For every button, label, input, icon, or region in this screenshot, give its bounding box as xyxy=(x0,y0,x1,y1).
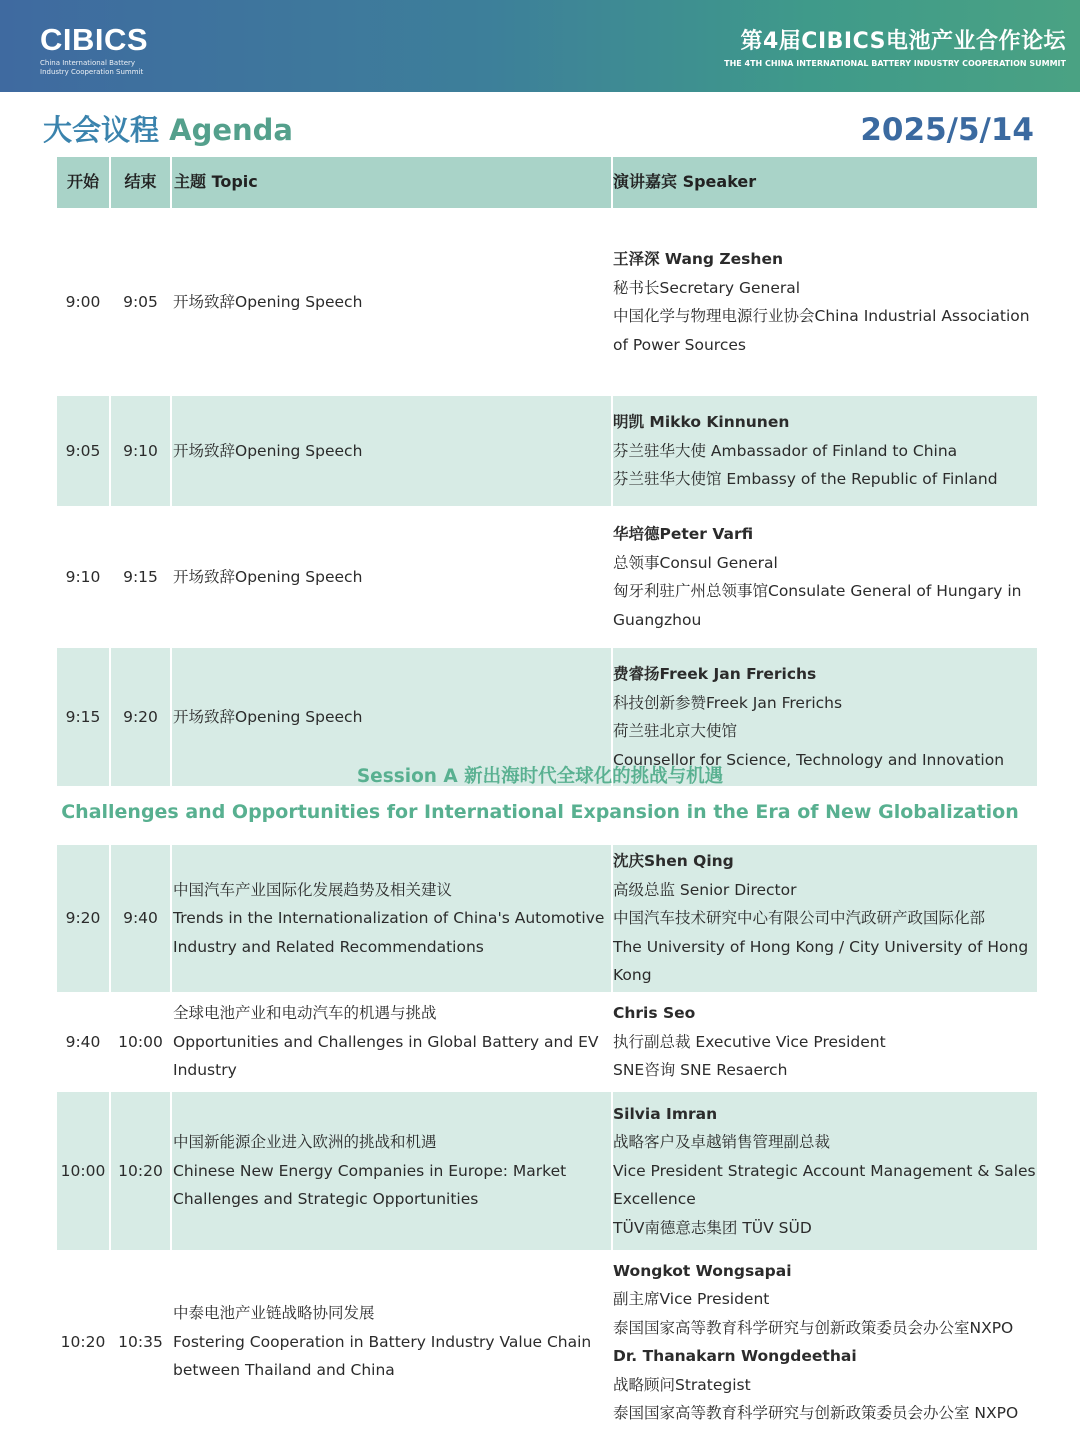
speaker-line: 中国化学与物理电源行业协会China Industrial Association xyxy=(613,307,1030,325)
speaker-line: 高级总监 Senior Director xyxy=(613,880,797,899)
table-row xyxy=(57,395,1037,507)
speaker-line: 秘书长Secretary General xyxy=(613,278,801,297)
speaker-line: Vice President Strategic Account Management & Sales xyxy=(613,1161,1036,1180)
column-header-end: 结束 xyxy=(110,157,171,209)
speaker-cell xyxy=(612,993,1037,1091)
speaker-cell xyxy=(612,395,1037,507)
session-title-line1: Session A 新出海时代全球化的挑战与机遇 xyxy=(356,766,724,787)
session-title-line2: Challenges and Opportunities for International Expansion in the Era of New Globalization xyxy=(61,801,1019,823)
end-time: 9:20 xyxy=(110,647,171,787)
topic-line: Trends in the Internationalization of China's Automotive xyxy=(173,909,605,928)
speaker-cell xyxy=(612,845,1037,993)
start-time: 9:20 xyxy=(57,845,110,993)
speaker-cell xyxy=(612,1251,1037,1433)
topic-line: 开场致辞Opening Speech xyxy=(173,707,363,726)
page-title-en: Agenda xyxy=(169,113,293,147)
speaker-line: 泰国国家高等教育科学研究与创新政策委员会办公室 NXPO xyxy=(613,1404,1019,1422)
column-header-start: 开始 xyxy=(57,157,110,209)
speaker-cell xyxy=(612,1091,1037,1251)
logo-subtitle: China International Battery Industry Cooperation Summit xyxy=(40,59,144,76)
page-title-cn: 大会议程 xyxy=(43,113,160,147)
speaker-name: 王泽深 Wang Zeshen xyxy=(613,250,783,268)
topic-line: Fostering Cooperation in Battery Industry Value Chain xyxy=(173,1332,592,1351)
cibics-logo xyxy=(40,24,160,77)
speaker-line: 执行副总裁 Executive Vice President xyxy=(613,1032,886,1051)
table-row xyxy=(57,993,1037,1091)
start-time: 9:15 xyxy=(57,647,110,787)
speaker-name: Chris Seo xyxy=(613,1004,696,1023)
end-time: 9:40 xyxy=(110,845,171,993)
table-row xyxy=(57,845,1037,993)
logo-text: CIBICS xyxy=(40,22,149,57)
end-time: 10:00 xyxy=(110,993,171,1091)
speaker-line: 副主席Vice President xyxy=(613,1290,770,1308)
topic-cell xyxy=(171,1251,612,1433)
topic-cell xyxy=(171,209,612,395)
start-time: 9:05 xyxy=(57,395,110,507)
speaker-name: 明凯 Mikko Kinnunen xyxy=(613,413,790,432)
topic-line: Chinese New Energy Companies in Europe: Market xyxy=(173,1161,567,1180)
topic-line: Industry and Related Recommendations xyxy=(173,937,484,956)
table-row xyxy=(57,1091,1037,1251)
topic-line: Industry xyxy=(173,1061,237,1080)
topic-line: 开场致辞Opening Speech xyxy=(173,567,363,586)
column-header-speaker: 演讲嘉宾 Speaker xyxy=(612,157,1037,209)
summit-title: 第4届CIBICS电池产业合作论坛 xyxy=(740,29,1066,54)
topic-cell xyxy=(171,395,612,507)
speaker-line: 科技创新参赞Freek Jan Frerichs xyxy=(613,693,843,712)
speaker-name: Silvia Imran xyxy=(613,1104,718,1123)
topic-line: 开场致辞Opening Speech xyxy=(173,292,363,311)
topic-line: 中泰电池产业链战略协同发展 xyxy=(173,1304,375,1323)
speaker-line: Guangzhou xyxy=(613,610,702,629)
summit-title-block xyxy=(724,28,1066,69)
topic-cell xyxy=(171,1091,612,1251)
table-row xyxy=(57,1251,1037,1433)
table-header-row xyxy=(57,157,1037,209)
start-time: 10:20 xyxy=(57,1251,110,1433)
table-row xyxy=(57,507,1037,647)
speaker-line: 泰国国家高等教育科学研究与创新政策委员会办公室NXPO xyxy=(613,1318,1014,1337)
speaker-name: 华培德Peter Varfi xyxy=(613,525,754,543)
topic-line: Opportunities and Challenges in Global Battery and EV xyxy=(173,1032,599,1051)
speaker-line: 总领事Consul General xyxy=(613,553,778,572)
speaker-cell xyxy=(612,209,1037,395)
end-time: 9:10 xyxy=(110,395,171,507)
page-title xyxy=(43,110,293,150)
speaker-line: 中国汽车技术研究中心有限公司中汽政研产政国际化部 xyxy=(613,909,986,928)
speaker-line: The University of Hong Kong / City University of Hong xyxy=(613,937,1029,956)
speaker-line: SNE咨询 SNE Resaerch xyxy=(613,1061,788,1080)
topic-line: 中国新能源企业进入欧洲的挑战和机遇 xyxy=(173,1133,437,1152)
page-date: 2025/5/14 xyxy=(860,112,1034,148)
speaker-line: 匈牙利驻广州总领事馆Consulate General of Hungary in xyxy=(613,582,1022,600)
column-header-topic: 主题 Topic xyxy=(171,157,612,209)
end-time: 9:05 xyxy=(110,209,171,395)
table-row xyxy=(57,209,1037,395)
end-time: 9:15 xyxy=(110,507,171,647)
topic-line: 开场致辞Opening Speech xyxy=(173,441,363,460)
start-time: 9:00 xyxy=(57,209,110,395)
speaker-line: 芬兰驻华大使 Ambassador of Finland to China xyxy=(613,441,958,460)
end-time: 10:20 xyxy=(110,1091,171,1251)
end-time: 10:35 xyxy=(110,1251,171,1433)
speaker-line: 战略顾问Strategist xyxy=(613,1375,751,1394)
start-time: 9:40 xyxy=(57,993,110,1091)
topic-line: 全球电池产业和电动汽车的机遇与挑战 xyxy=(173,1004,437,1023)
start-time: 10:00 xyxy=(57,1091,110,1251)
speaker-line: Kong xyxy=(613,966,652,985)
topic-cell xyxy=(171,993,612,1091)
speaker-name: Wongkot Wongsapai xyxy=(613,1261,792,1280)
start-time: 9:10 xyxy=(57,507,110,647)
agenda-table-session xyxy=(57,845,1037,1434)
speaker-name: Dr. Thanakarn Wongdeethai xyxy=(613,1347,857,1365)
speaker-line: TÜV南德意志集团 TÜV SÜD xyxy=(613,1218,812,1237)
agenda-table-opening xyxy=(57,157,1037,788)
speaker-line: Excellence xyxy=(613,1190,696,1209)
speaker-name: 沈庆Shen Qing xyxy=(613,852,734,871)
speaker-line: Counsellor for Science, Technology and Innovation xyxy=(613,750,1005,769)
speaker-cell xyxy=(612,507,1037,647)
header-banner xyxy=(0,0,1080,92)
topic-cell xyxy=(171,507,612,647)
topic-line: between Thailand and China xyxy=(173,1361,395,1380)
speaker-name: 费睿扬Freek Jan Frerichs xyxy=(613,665,817,683)
summit-subtitle: THE 4TH CHINA INTERNATIONAL BATTERY INDUSTRY COOPERATION SUMMIT xyxy=(724,59,1066,68)
topic-line: Challenges and Strategic Opportunities xyxy=(173,1190,479,1209)
speaker-line: 荷兰驻北京大使馆 xyxy=(613,722,738,740)
speaker-line: 战略客户及卓越销售管理副总裁 xyxy=(613,1133,831,1152)
topic-line: 中国汽车产业国际化发展趋势及相关建议 xyxy=(173,880,453,899)
topic-cell xyxy=(171,845,612,993)
speaker-line: 芬兰驻华大使馆 Embassy of the Republic of Finland xyxy=(613,470,998,489)
speaker-line: of Power Sources xyxy=(613,335,746,354)
